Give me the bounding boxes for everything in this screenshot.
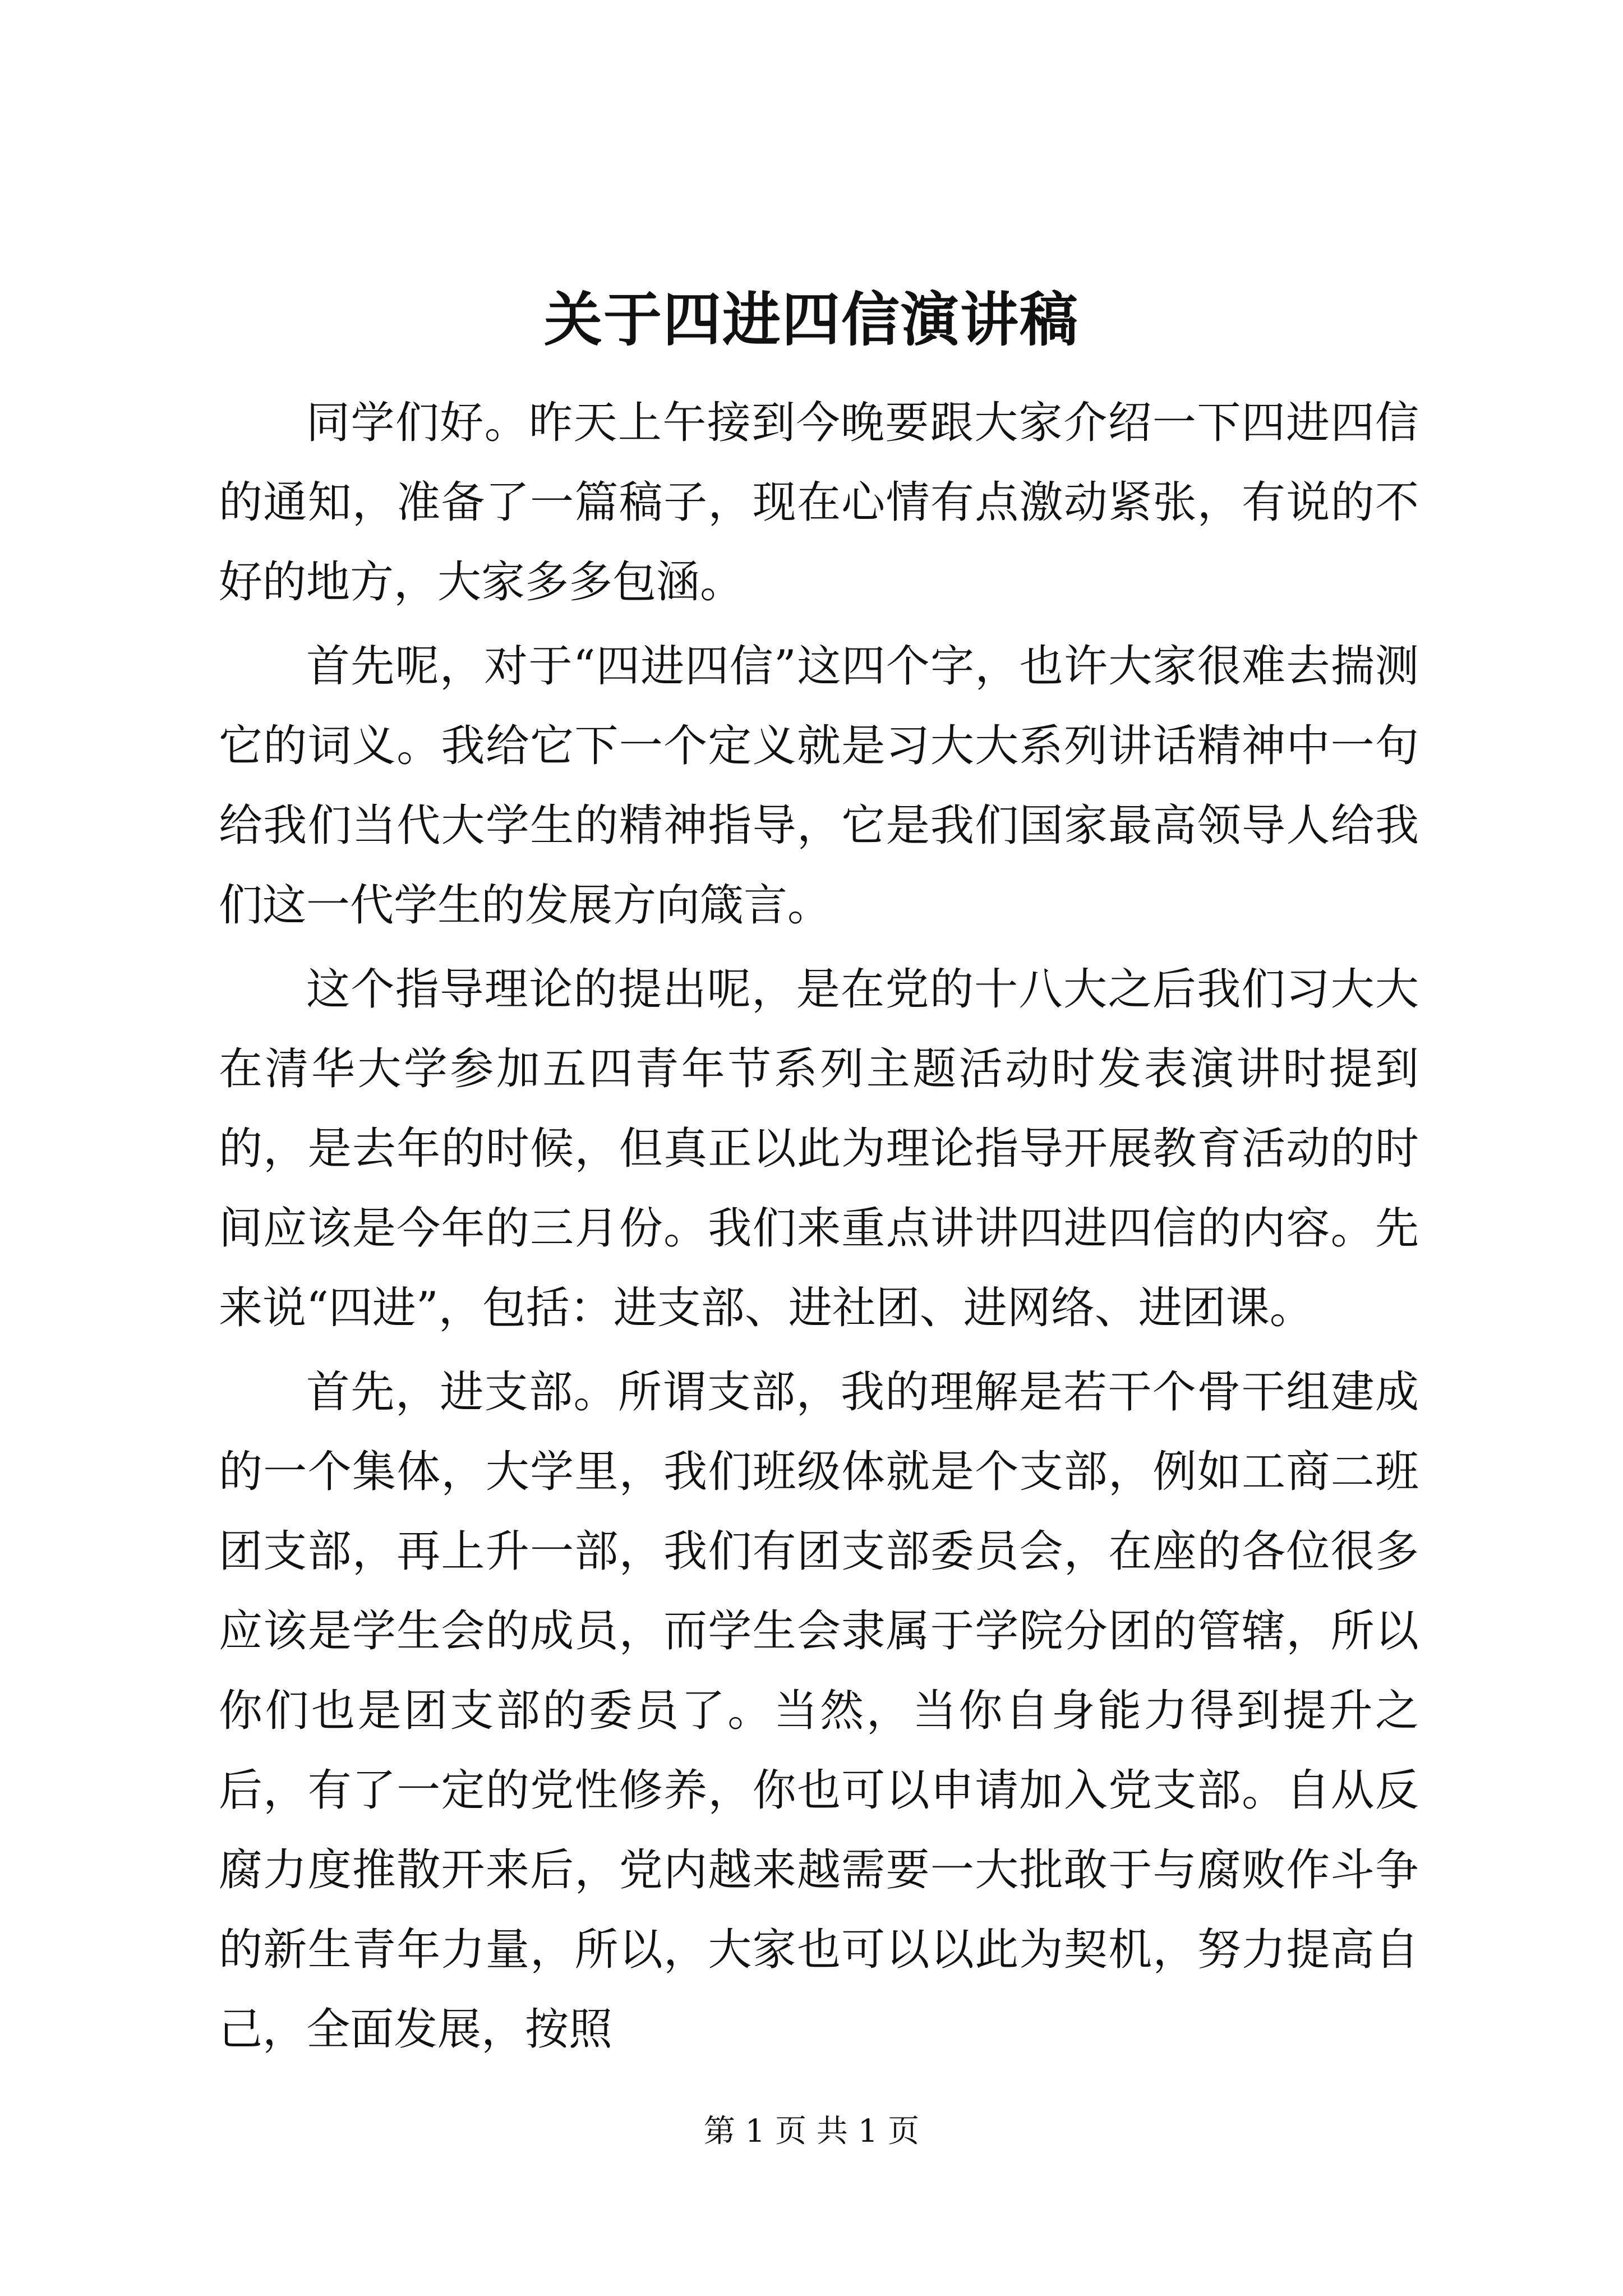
paragraph-branch: 首先，进支部。所谓支部，我的理解是若干个骨干组建成的一个集体，大学里，我们班级体就是个支部，例如工商二班团支部，再上升一部，我们有团支部委员会，在座的各位很多应该是学生会的成员，而学生会隶属于学院分团的管辖，所以你们也是团支部的委员了。当然，当你自身能力得到提升之后，有了一定的党性修养，你也可以申请加入党支部。自从反腐力度推散开来后，党内越来越需要一大批敢于与腐败作斗争的新生青年力量，所以，大家也可以以此为契机，努力提高自己，全面发展，按照: [219, 1367, 1419, 2055]
document-body: [219, 383, 1419, 2069]
document-title: 关于四进四信演讲稿: [543, 285, 1079, 354]
paragraph-definition: 首先呢，对于“四进四信”这四个字，也许大家很难去揣测它的词义。我给它下一个定义就是习大大系列讲话精神中一句给我们当代大学生的精神指导，它是我们国家最高领导人给我们这一代学生的发展方向箴言。: [219, 641, 1419, 931]
paragraph-origin: 这个指导理论的提出呢，是在党的十八大之后我们习大大在清华大学参加五四青年节系列主题活动时发表演讲时提到的，是去年的时候，但真正以此为理论指导开展教育活动的时间应该是今年的三月份。我们来重点讲讲四进四信的内容。先来说“四进”，包括：进支部、进社团、进网络、进团课。: [219, 964, 1419, 1333]
page-footer: 第 1 页 共 1 页: [703, 2113, 920, 2150]
paragraph-greeting: 同学们好。昨天上午接到今晚要跟大家介绍一下四进四信的通知，准备了一篇稿子，现在心情有点激动紧张，有说的不好的地方，大家多多包涵。: [219, 398, 1419, 608]
